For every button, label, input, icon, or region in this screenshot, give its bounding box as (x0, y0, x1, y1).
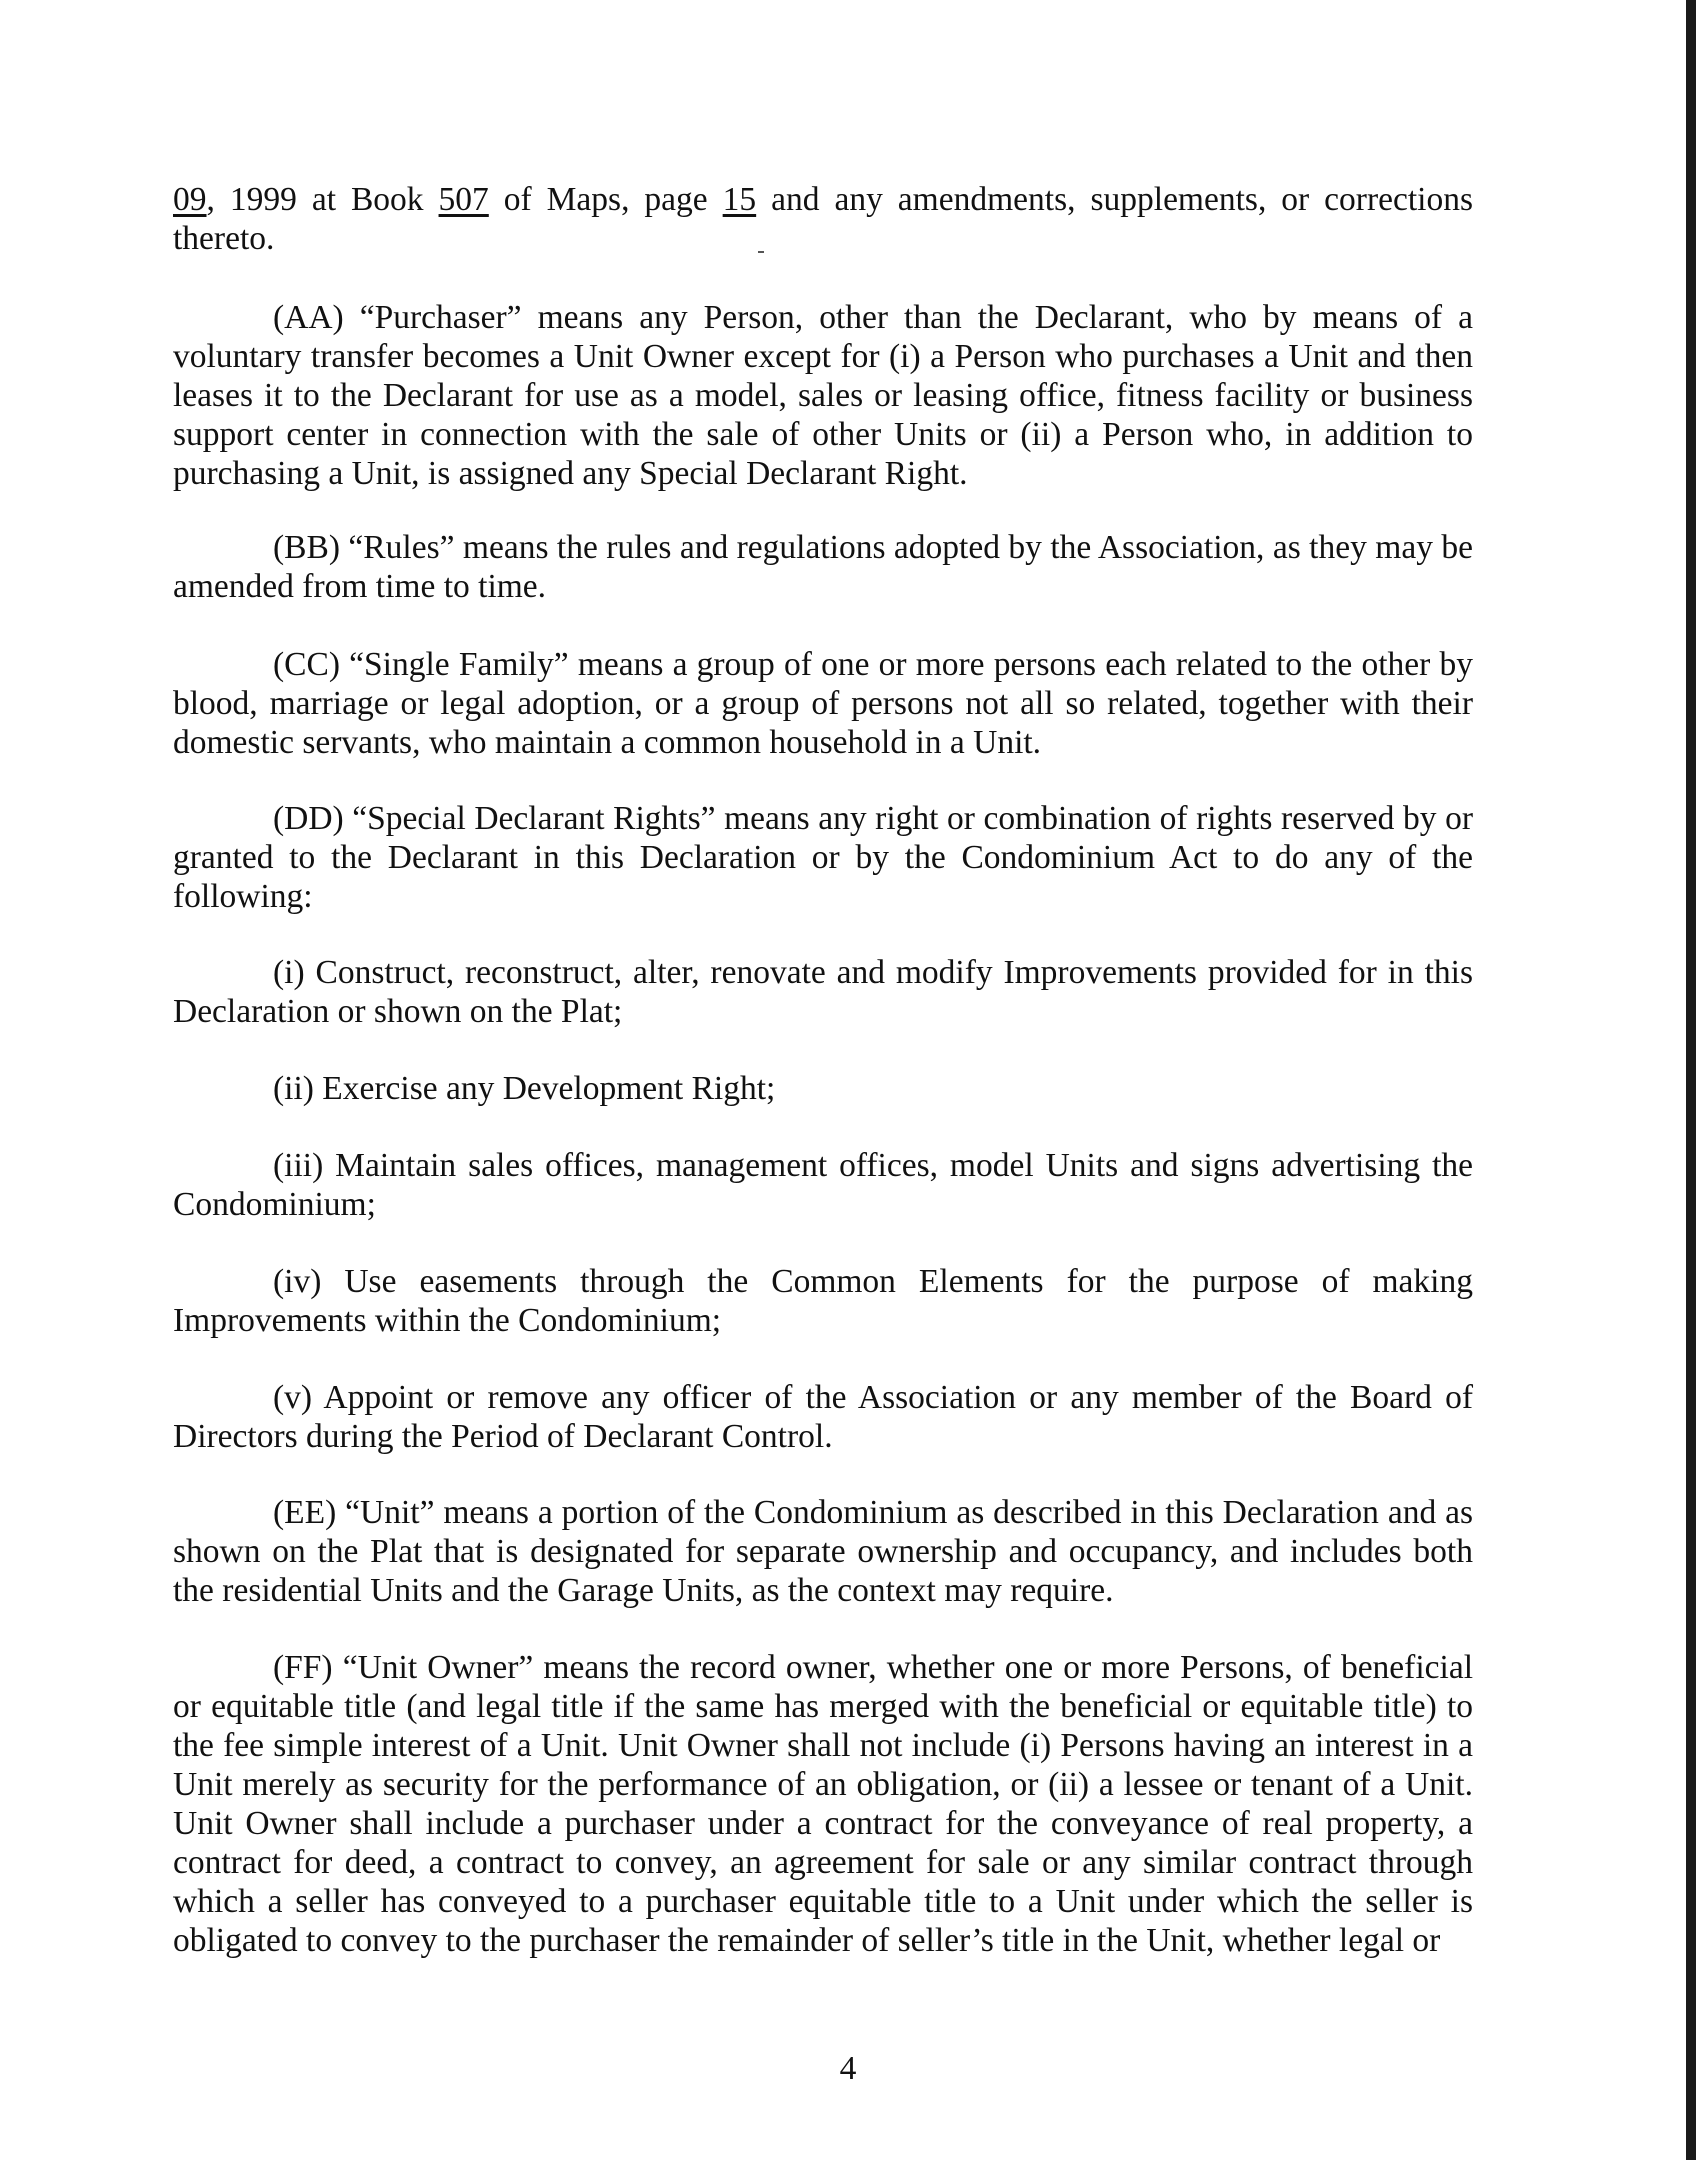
month-blank: 09 (173, 181, 207, 218)
paragraph-dd-iv: (iv) Use easements through the Common Elements for the purpose of making Improvements within the Condominium; (173, 1263, 1473, 1339)
paragraph-ee: (EE) “Unit” means a portion of the Condominium as described in this Declaration and as shown on the Plat that is designated for separate ownership and occupancy, and includes both the residential Units and the Garage Units, as the context may require. (173, 1494, 1473, 1609)
paragraph-aa: (AA) “Purchaser” means any Person, other than the Declarant, who by means of a voluntary transfer becomes a Unit Owner except for (i) a Person who purchases a Unit and then leases it to the Declarant for use as a model, sales or leasing office, fitness facility or business support center in connection with the sale of other Units or (ii) a Person who, in addition to purchasing a Unit, is assigned any Special Declarant Right. (173, 299, 1473, 492)
intro-text-1: , 1999 at Book (206, 181, 439, 218)
page-number: 4 (839, 2050, 857, 2087)
paragraph-dd-v: (v) Appoint or remove any officer of the Association or any member of the Board of Directors during the Period of Declarant Control. (173, 1379, 1473, 1455)
paragraph-cc: (CC) “Single Family” means a group of one or more persons each related to the other by blood, marriage or legal adoption, or a group of persons not all so related, together with their domestic servants, who maintain a common household in a Unit. (173, 646, 1473, 761)
paragraph-dd: (DD) “Special Declarant Rights” means any right or combination of rights reserved by or granted to the Declarant in this Declaration or by the Condominium Act to do any of the following: (173, 800, 1473, 915)
paragraph-ff: (FF) “Unit Owner” means the record owner, whether one or more Persons, of beneficial or equitable title (and legal title if the same has merged with the beneficial or equitable title) to the fee simple interest of a Unit. Unit Owner shall not include (i) Persons having an interest in a Unit merely as security for the performance of an obligation, or (ii) a lessee or tenant of a Unit. Unit Owner shall include a purchaser under a contract for the conveyance of real property, a contract for deed, a contract to convey, an agreement for sale or any similar contract through which a seller has conveyed to a purchaser equitable title to a Unit under which the seller is obligated to convey to the purchaser the remainder of seller’s title in the Unit, whether legal or (173, 1649, 1473, 1959)
scan-edge (1686, 0, 1696, 2160)
intro-paragraph (173, 180, 1473, 258)
paragraph-dd-ii: (ii) Exercise any Development Right; (273, 1070, 776, 1107)
intro-text-3: and any amendments, supplements, or corrections thereto. (173, 181, 1474, 257)
intro-text-2: of Maps, page (488, 181, 723, 218)
page-blank: 15 (722, 181, 757, 218)
paragraph-bb: (BB) “Rules” means the rules and regulations adopted by the Association, as they may be amended from time to time. (173, 529, 1473, 605)
paragraph-dd-iii: (iii) Maintain sales offices, management offices, model Units and signs advertising the Condominium; (173, 1147, 1473, 1223)
paragraph-dd-i: (i) Construct, reconstruct, alter, renovate and modify Improvements provided for in this Declaration or shown on the Plat; (173, 954, 1473, 1030)
book-blank: 507 (438, 181, 489, 218)
